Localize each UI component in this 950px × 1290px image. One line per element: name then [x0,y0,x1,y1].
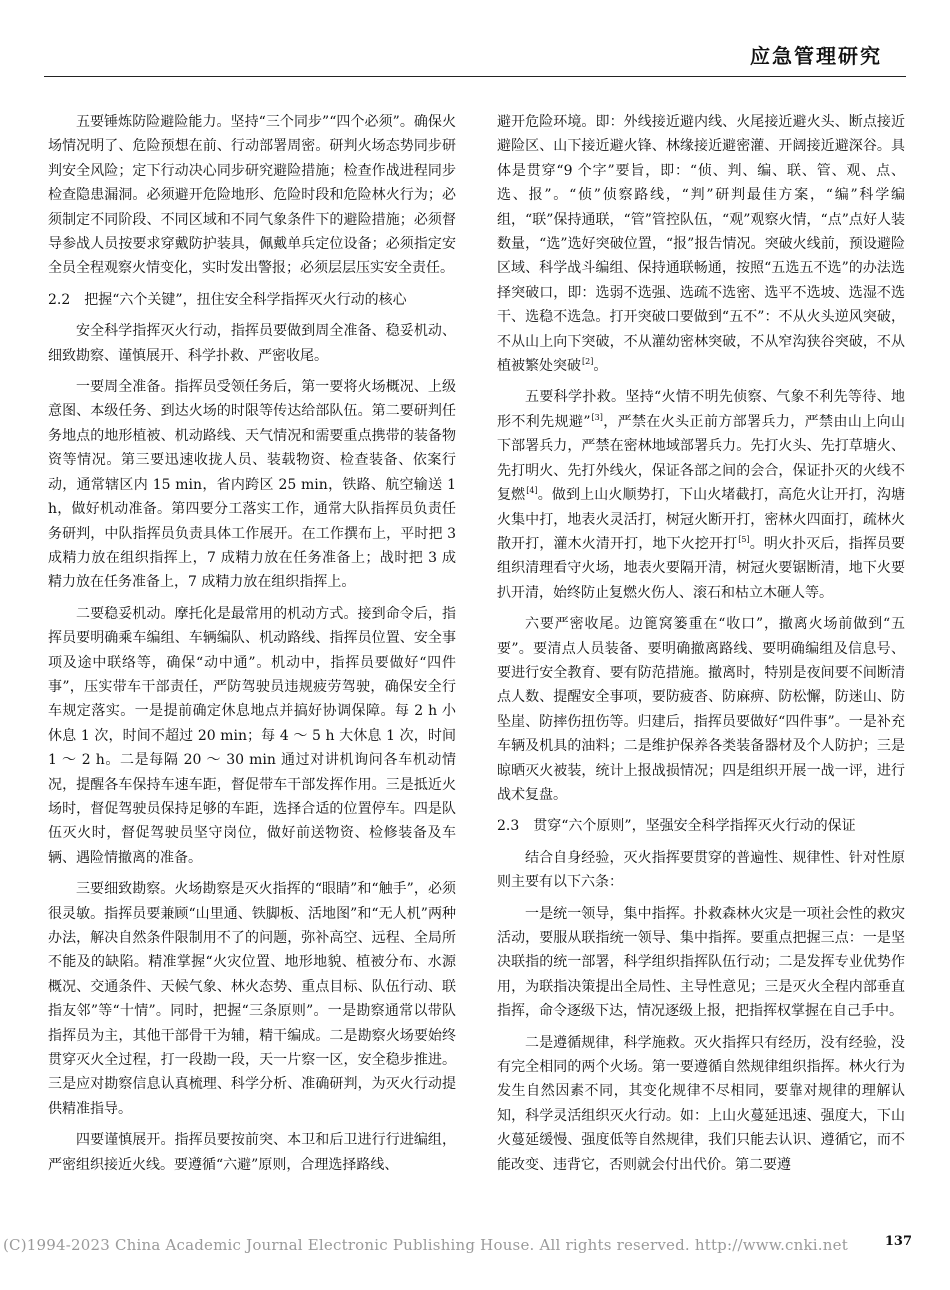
paragraph-intro-2-3: 结合自身经验，灭火指挥要贯穿的普遍性、规律性、针对性原则主要有以下六条： [497,849,905,891]
page-header [0,0,950,78]
paragraph-unified-command: 一是统一领导，集中指挥。扑救森林火灾是一项社会性的救灾活动，要服从联指统一领导、集中指挥。要重点把握三点：一是坚决联指的统一部署，科学组织指挥队伍行动；二是发挥专业优势作用，为联指决策提出全局性、主导性意见；三是灭火全程内部垂直指挥，命令逐级下达，情况逐级上报，把指挥权掌握在自己手中。 [497,905,905,1020]
citation-5: [5] [738,535,750,545]
paragraph-reconnaissance: 三要细致勘察。火场勘察是灭火指挥的“眼睛”和“触手”，必须很灵敏。指挥员要兼顾“山里通、铁脚板、活地图”和“无人机”两种办法，解决自然条件限制用不了的问题，弥补高空、远程、全局所不能及的缺陷。精准掌握“火灾位置、地形地貌、植被分布、水源概况、交通条件、天候气象、林火态势、重点目标、队伍行动、联指友邻”等“十情”。同时，把握“三条原则”。一是勘察通常以带队指挥员为主，其他干部骨干为辅，精干编成。二是勘察火场要始终贯穿灭火全过程，打一段勘一段，天一片察一区，安全稳步推进。三是应对勘察信息认真梳理、科学分析、准确研判，为灭火行动提供精准指导。 [48,881,456,1117]
page-footer [0,1236,950,1260]
header-rule [44,76,906,77]
left-column [48,110,456,1184]
paragraph-suppression: 五要科学扑救。坚持“火情不明先侦察、气象不利先等待、地形不利先规避”[3]，严禁在火头正前方部署兵力，严禁由山上向山下部署兵力，严禁在密林地域部署兵力。先打火头、先打草塘火、先打明火、先打外线火，保证各部之间的会合，保证扑灭的火线不复燃[4]。做到上山火顺势打，下山火堵截打，高危火让开打，沟塘火集中打，地表火灵活打，树冠火断开打，密林火四面打，疏林火散开打，灌木火清开打，地下火挖开打[5]。明火扑灭后，指挥员要组织清理看守火场，地表火要隔开清，树冠火要锯断清，地下火要扒开清，始终防止复燃火伤人、滚石和枯立木砸人等。 [497,389,906,601]
citation-4: [4] [526,486,538,496]
paragraph-intro-2-2: 安全科学指挥灭火行动，指挥员要做到周全准备、稳妥机动、细致勘察、谨慎展开、科学扑救、严密收尾。 [48,323,456,364]
copyright-watermark: (C)1994-2023 China Academic Journal Electronic Publishing House. All rights reserved. http://www.cnki.net [3,1236,848,1254]
page-number: 137 [884,1234,912,1249]
paragraph-deployment: 四要谨慎展开。指挥员要按前突、本卫和后卫进行行进编组，严密组织接近火线。要遵循“六避”原则，合理选择路线、 [48,1132,456,1173]
journal-title: 应急管理研究 [750,44,882,68]
citation-3: [3] [591,413,603,423]
paragraph-avoid-danger: 五要锤炼防险避险能力。坚持“三个同步”“四个必须”。确保火场情况明了、危险预想在前、行动部署周密。研判火场态势同步研判安全风险；定下行动决心同步研究避险措施；检查作战进程同步检查隐患漏洞。必须避开危险地形、危险时段和危险林火行为；必须制定不同阶段、不同区域和不同气象条件下的避险措施；必须督导参战人员按要求穿戴防护装具，佩戴单兵定位设备；必须指定安全员全程观察火情变化，实时发出警报；必须层层压实安全责任。 [48,114,456,277]
paragraph-maneuver: 二要稳妥机动。摩托化是最常用的机动方式。接到命令后，指挥员要明确乘车编组、车辆编队、机动路线、指挥员位置、安全事项及途中联络等，确保“动中通”。机动中，指挥员要做好“四件事”，压实带车干部责任，严防驾驶员违规疲劳驾驶，确保安全行车规定落实。一是提前确定休息地点并搞好协调保障。每 2 h 小休息 1 次，时间不超过 20 min；每 4 ～ 5 h 大休息 1 次，时间 1 ～ 2 h。二是每隔 20 ～ 30 min 通过对讲机询问各车机动情况，提醒各车保持车速车距，督促带车干部发挥作用。三是抵近火场时，督促驾驶员保持足够的车距，选择合适的位置停车。四是队伍灭火时，督促驾驶员坚守岗位，做好前送物资、检修装备及车辆、遇险情撤离的准备。 [48,605,456,866]
paragraph-preparation: 一要周全准备。指挥员受领任务后，第一要将火场概况、上级意图、本级任务、到达火场的时限等传达给部队伍。第二要研判任务地点的地形植被、机动路线、天气情况和需要重点携带的装备物资等情况。第三要迅速收拢人员、装载物资、检查装备、依案行动，通常辖区内 15 min，省内跨区 25 min，铁路、航空输送 1 h，做好机动准备。第四要分工落实工作，通常大队指挥员负责任务研判，中队指挥员负责具体工作展开。在工作撰布上，平时把 3 成精力放在组织指挥上，7 成精力放在任务准备上；战时把 3 成精力放在任务准备上，7 成精力放在组织指挥上。 [48,379,456,591]
right-column [497,110,905,1184]
section-heading-2-2: 2.2 把握“六个关键”，扭住安全科学指挥灭火行动的核心 [48,291,407,308]
paragraph-follow-laws: 二是遵循规律，科学施救。灭火指挥只有经历，没有经验，没有完全相同的两个火场。第一要遵循自然规律组织指挥。林火行为发生自然因素不同，其变化规律不尽相同，要靠对规律的理解认知，科学灵活组织灭火行动。如：上山火蔓延迅速、强度大，下山火蔓延缓慢、强度低等自然规律，我们只能去认识、遵循它，而不能改变、违背它，否则就会付出代价。第二要遵 [497,1034,905,1173]
citation-2: [2] [582,357,594,367]
paragraph-mop-up: 六要严密收尾。边篦窝篓重在“收口”，撤离火场前做到“五要”。要清点人员装备、要明确撤离路线、要明确编组及信息号、要进行安全教育、要有防范措施。撤离时，特别是夜间要不间断清点人数、提醒安全事项，要防疲沓、防麻痹、防松懈，防迷山、防坠崖、防摔伤扭伤等。归建后，指挥员要做好“四件事”。一是补充车辆及机具的油料；二是维护保养各类装备器材及个人防护；三是晾晒灭火被装，统计上报战损情况；四是组织开展一战一评，进行战术复盘。 [497,616,905,803]
section-heading-2-3: 2.3 贯穿“六个原则”，坚强安全科学指挥灭火行动的保证 [497,818,856,835]
paragraph-deployment-continued: 避开危险环境。即：外线接近避内线、火尾接近避火头、断点接近避险区、山下接近避火锋、林缘接近避密灌、开阔接近避深谷。具体是贯穿“9 个字”要旨，即：“侦、判、编、联、管、观、点、选、报”。“侦”侦察路线，“判”研判最佳方案，“编”科学编组，“联”保持通联，“管”管控队伍，“观”观察火情，“点”点好人装数量，“选”选好突破位置，“报”报告情况。突破火线前，预设避险区域、科学战斗编组、保持通联畅通，按照“五选五不选”的办法选择突破口，即：选弱不选强、选疏不选密、选平不选坡、选湿不选干、选稳不选急。打开突破口要做到“五不”：不从火头逆风突破，不从山上向下突破，不从灌幼密林突破，不从窄沟狭谷突破，不从植被繁处突破[2]。 [497,114,905,375]
